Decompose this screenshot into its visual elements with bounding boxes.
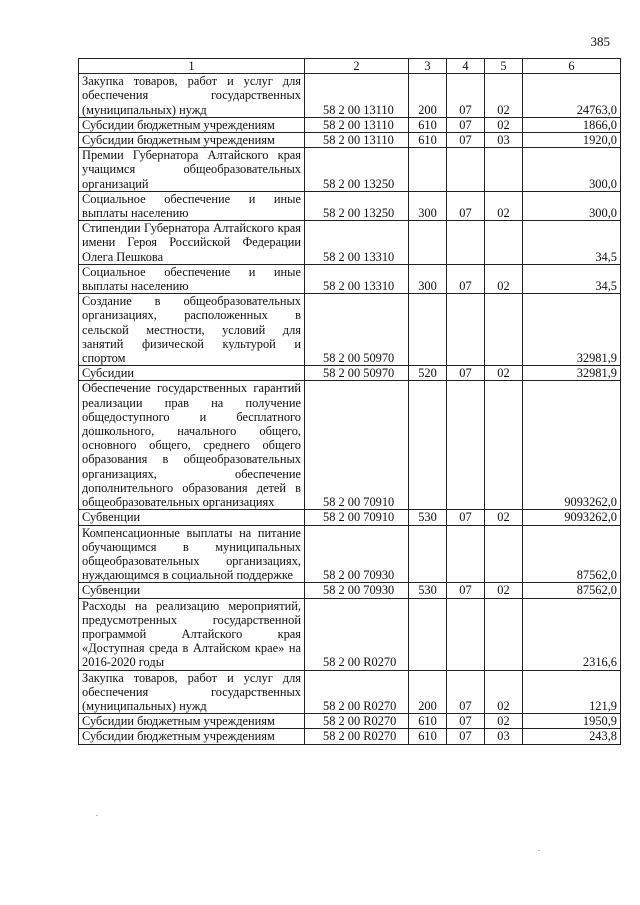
- row-amount: 9093262,0: [523, 381, 621, 510]
- row-name: Стипендии Губернатора Алтайского края имени Героя Российской Федерации Олега Пешкова: [79, 221, 305, 265]
- row-expense-type: 610: [409, 714, 447, 729]
- row-amount: 243,8: [523, 729, 621, 744]
- row-expense-type: 520: [409, 366, 447, 381]
- row-name: Социальное обеспечение и иные выплаты населению: [79, 191, 305, 220]
- row-expense-type: [409, 598, 447, 670]
- row-name: Субвенции: [79, 583, 305, 598]
- row-name: Социальное обеспечение и иные выплаты населению: [79, 264, 305, 293]
- row-amount: 300,0: [523, 148, 621, 192]
- row-target-code: 58 2 00 13250: [305, 148, 409, 192]
- row-subsection: 02: [485, 117, 523, 132]
- row-target-code: 58 2 00 50970: [305, 294, 409, 366]
- row-subsection: 03: [485, 133, 523, 148]
- row-section: [447, 221, 485, 265]
- row-name: Расходы на реализацию мероприятий, предусмотренных государственной программой Алтайского края «Доступная среда в Алтайском крае» на 2016-2020 годы: [79, 598, 305, 670]
- row-section: [447, 294, 485, 366]
- row-section: 07: [447, 74, 485, 118]
- row-amount: 1950,9: [523, 714, 621, 729]
- row-amount: 1866,0: [523, 117, 621, 132]
- row-section: [447, 381, 485, 510]
- row-subsection: 02: [485, 670, 523, 714]
- row-target-code: 58 2 00 70910: [305, 381, 409, 510]
- table-row: [79, 264, 621, 293]
- row-subsection: 03: [485, 729, 523, 744]
- table-row: [79, 191, 621, 220]
- table-row: [79, 366, 621, 381]
- row-amount: 9093262,0: [523, 510, 621, 525]
- row-target-code: 58 2 00 70930: [305, 583, 409, 598]
- row-target-code: 58 2 00 13110: [305, 133, 409, 148]
- row-name: Субсидии бюджетным учреждениям: [79, 714, 305, 729]
- table-row: [79, 510, 621, 525]
- table-row: [79, 221, 621, 265]
- table-row: [79, 525, 621, 583]
- row-name: Закупка товаров, работ и услуг для обеспечения государственных (муниципальных) нужд: [79, 74, 305, 118]
- row-target-code: 58 2 00 70930: [305, 525, 409, 583]
- row-target-code: 58 2 00 70910: [305, 510, 409, 525]
- table-row: [79, 670, 621, 714]
- row-expense-type: 530: [409, 583, 447, 598]
- table-header: [79, 59, 621, 74]
- row-target-code: 58 2 00 13310: [305, 264, 409, 293]
- row-target-code: 58 2 00 13110: [305, 117, 409, 132]
- row-name: Закупка товаров, работ и услуг для обеспечения государственных (муниципальных) нужд: [79, 670, 305, 714]
- row-section: 07: [447, 191, 485, 220]
- page-number: 385: [590, 34, 610, 49]
- budget-table: [78, 58, 621, 745]
- row-amount: 87562,0: [523, 525, 621, 583]
- row-expense-type: [409, 221, 447, 265]
- row-subsection: [485, 598, 523, 670]
- row-name: Создание в общеобразовательных организациях, расположенных в сельской местности, условий для занятий физической культурой и спортом: [79, 294, 305, 366]
- row-target-code: 58 2 00 13310: [305, 221, 409, 265]
- row-expense-type: 200: [409, 670, 447, 714]
- row-target-code: 58 2 00 R0270: [305, 598, 409, 670]
- row-section: [447, 525, 485, 583]
- row-name: Субсидии бюджетным учреждениям: [79, 133, 305, 148]
- row-section: 07: [447, 729, 485, 744]
- row-section: 07: [447, 510, 485, 525]
- row-amount: 121,9: [523, 670, 621, 714]
- row-name: Субсидии: [79, 366, 305, 381]
- row-amount: 34,5: [523, 264, 621, 293]
- row-name: Субсидии бюджетным учреждениям: [79, 729, 305, 744]
- row-subsection: [485, 294, 523, 366]
- row-expense-type: 300: [409, 191, 447, 220]
- scan-speck: [538, 850, 540, 851]
- row-target-code: 58 2 00 50970: [305, 366, 409, 381]
- row-section: 07: [447, 366, 485, 381]
- row-expense-type: 610: [409, 729, 447, 744]
- table-row: [79, 133, 621, 148]
- row-expense-type: 200: [409, 74, 447, 118]
- table-row: [79, 729, 621, 744]
- column-header-6: 6: [523, 59, 621, 74]
- row-section: 07: [447, 133, 485, 148]
- row-subsection: 02: [485, 714, 523, 729]
- row-amount: 24763,0: [523, 74, 621, 118]
- row-amount: 2316,6: [523, 598, 621, 670]
- row-subsection: 02: [485, 583, 523, 598]
- row-amount: 87562,0: [523, 583, 621, 598]
- row-expense-type: 530: [409, 510, 447, 525]
- table-row: [79, 148, 621, 192]
- row-name: Компенсационные выплаты на питание обучающимся в муниципальных общеобразовательных организациях, нуждающимся в социальной поддержке: [79, 525, 305, 583]
- row-section: 07: [447, 670, 485, 714]
- row-section: 07: [447, 264, 485, 293]
- column-header-4: 4: [447, 59, 485, 74]
- row-target-code: 58 2 00 13110: [305, 74, 409, 118]
- row-subsection: [485, 381, 523, 510]
- row-amount: 32981,9: [523, 294, 621, 366]
- row-target-code: 58 2 00 R0270: [305, 729, 409, 744]
- column-header-1: 1: [79, 59, 305, 74]
- row-expense-type: [409, 294, 447, 366]
- table-row: [79, 583, 621, 598]
- row-expense-type: 610: [409, 133, 447, 148]
- row-name: Субсидии бюджетным учреждениям: [79, 117, 305, 132]
- row-name: Премии Губернатора Алтайского края учащимся общеобразовательных организаций: [79, 148, 305, 192]
- row-section: 07: [447, 583, 485, 598]
- row-section: 07: [447, 117, 485, 132]
- table-row: [79, 74, 621, 118]
- row-target-code: 58 2 00 13250: [305, 191, 409, 220]
- table-row: [79, 117, 621, 132]
- row-section: 07: [447, 714, 485, 729]
- row-name: Обеспечение государственных гарантий реализации прав на получение общедоступного и бесплатного дошкольного, начального общего, основного общего, среднего общего образования в общеобразовательных организациях, обеспечение дополнительного образования детей в общеобразовательных организациях: [79, 381, 305, 510]
- scan-speck: [96, 815, 98, 816]
- row-amount: 32981,9: [523, 366, 621, 381]
- row-subsection: [485, 525, 523, 583]
- row-expense-type: [409, 148, 447, 192]
- row-amount: 34,5: [523, 221, 621, 265]
- column-header-3: 3: [409, 59, 447, 74]
- row-amount: 1920,0: [523, 133, 621, 148]
- row-target-code: 58 2 00 R0270: [305, 714, 409, 729]
- row-expense-type: 610: [409, 117, 447, 132]
- row-section: [447, 598, 485, 670]
- row-subsection: 02: [485, 74, 523, 118]
- row-target-code: 58 2 00 R0270: [305, 670, 409, 714]
- row-amount: 300,0: [523, 191, 621, 220]
- row-expense-type: [409, 525, 447, 583]
- row-subsection: 02: [485, 191, 523, 220]
- table-row: [79, 714, 621, 729]
- row-subsection: 02: [485, 510, 523, 525]
- column-header-5: 5: [485, 59, 523, 74]
- table-row: [79, 294, 621, 366]
- header-row: [79, 59, 621, 74]
- row-section: [447, 148, 485, 192]
- table-row: [79, 598, 621, 670]
- row-subsection: 02: [485, 264, 523, 293]
- row-name: Субвенции: [79, 510, 305, 525]
- table-row: [79, 381, 621, 510]
- table-body: [79, 74, 621, 744]
- row-subsection: 02: [485, 366, 523, 381]
- row-expense-type: 300: [409, 264, 447, 293]
- column-header-2: 2: [305, 59, 409, 74]
- row-subsection: [485, 221, 523, 265]
- row-subsection: [485, 148, 523, 192]
- row-expense-type: [409, 381, 447, 510]
